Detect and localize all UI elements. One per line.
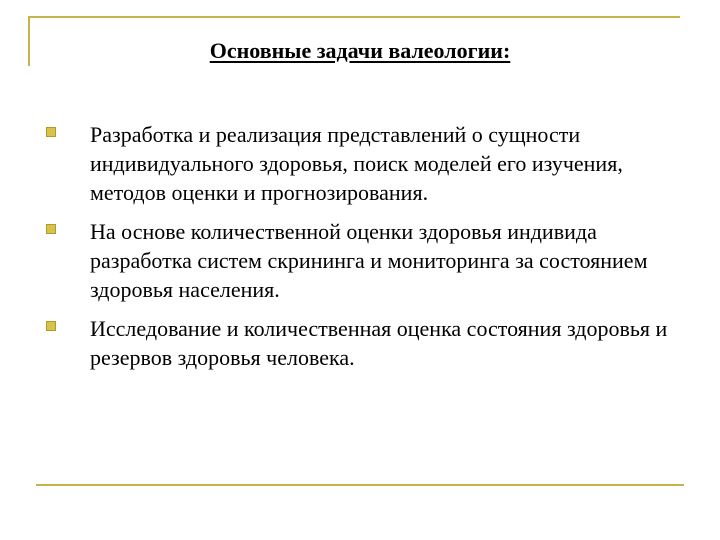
bullet-item xyxy=(40,217,680,304)
bullet-text: Разработка и реализация представлений о сущности индивидуального здоровья, поиск моделей его изучения, методов оценки и прогнозирования. xyxy=(90,122,623,205)
bullet-text: На основе количественной оценки здоровья индивида разработка систем скрининга и мониторинга за состоянием здоровья населения. xyxy=(90,219,648,302)
square-bullet-icon xyxy=(46,224,56,234)
square-bullet-icon xyxy=(46,321,56,331)
slide-title: Основные задачи валеологии: xyxy=(209,38,511,63)
bottom-border-line xyxy=(36,484,684,486)
bullet-item xyxy=(40,314,680,372)
bullet-list xyxy=(40,120,680,382)
bullet-text: Исследование и количественная оценка состояния здоровья и резервов здоровья человека. xyxy=(90,316,668,370)
square-bullet-icon xyxy=(46,127,56,137)
bullet-item xyxy=(40,120,680,207)
top-border-line xyxy=(28,16,680,18)
